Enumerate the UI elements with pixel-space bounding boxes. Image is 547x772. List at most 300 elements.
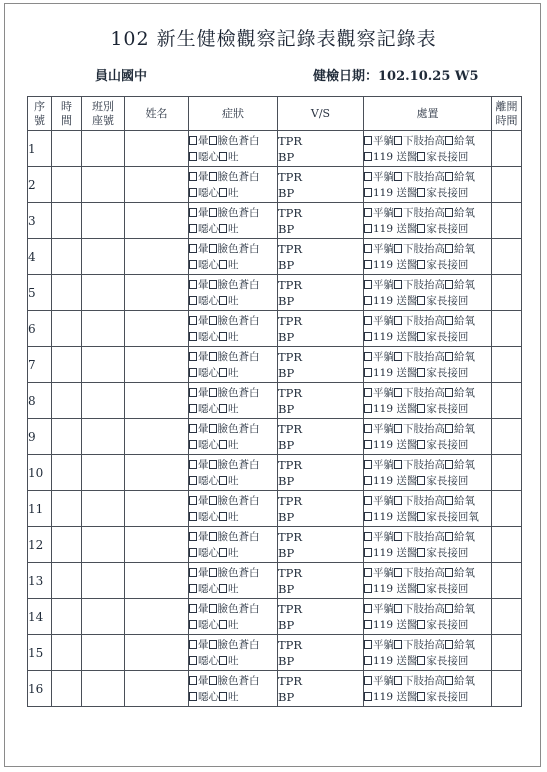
checkbox-label: 臉色蒼白 [217, 278, 260, 291]
checkbox[interactable] [219, 548, 227, 557]
checkbox[interactable] [364, 640, 372, 649]
action-line [364, 689, 491, 705]
checkbox-label: 吐 [228, 654, 239, 667]
checkbox-label: 暈 [198, 530, 209, 543]
checkbox[interactable] [189, 388, 197, 397]
checkbox[interactable] [189, 692, 197, 701]
time-cell[interactable] [52, 563, 82, 599]
class-seat-cell[interactable] [82, 383, 125, 419]
time-cell[interactable] [52, 275, 82, 311]
checkbox[interactable] [209, 460, 217, 469]
time-cell[interactable] [52, 167, 82, 203]
checkbox[interactable] [364, 208, 372, 217]
name-cell[interactable] [125, 491, 189, 527]
name-cell[interactable] [125, 239, 189, 275]
symptoms-line [189, 293, 277, 309]
checkbox[interactable] [189, 568, 197, 577]
checkbox[interactable] [394, 172, 402, 181]
class-seat-cell[interactable] [82, 563, 125, 599]
name-cell[interactable] [125, 635, 189, 671]
checkbox[interactable] [445, 676, 453, 685]
checkbox[interactable] [364, 332, 372, 341]
checkbox-label: 下肢抬高 [403, 566, 445, 579]
vital-signs-cell[interactable] [278, 671, 364, 707]
name-cell[interactable] [125, 563, 189, 599]
table-row [28, 455, 522, 491]
name-cell[interactable] [125, 671, 189, 707]
checkbox[interactable] [189, 172, 197, 181]
vital-signs-cell[interactable] [278, 131, 364, 167]
checkbox[interactable] [209, 172, 217, 181]
checkbox[interactable] [219, 692, 227, 701]
checkbox[interactable] [364, 368, 372, 377]
leave-time-cell[interactable] [492, 383, 522, 419]
checkbox-label: 暈 [198, 602, 209, 615]
checkbox[interactable] [189, 640, 197, 649]
checkbox[interactable] [219, 620, 227, 629]
action-cell [364, 563, 492, 599]
vital-signs-cell[interactable] [278, 347, 364, 383]
checkbox[interactable] [189, 548, 197, 557]
checkbox[interactable] [394, 208, 402, 217]
vital-signs-cell[interactable] [278, 275, 364, 311]
checkbox[interactable] [417, 512, 425, 521]
time-cell[interactable] [52, 635, 82, 671]
checkbox[interactable] [209, 352, 217, 361]
action-line [364, 365, 491, 381]
time-cell[interactable] [52, 347, 82, 383]
leave-time-cell[interactable] [492, 419, 522, 455]
checkbox[interactable] [394, 280, 402, 289]
time-cell[interactable] [52, 239, 82, 275]
name-cell[interactable] [125, 527, 189, 563]
checkbox[interactable] [417, 224, 425, 233]
checkbox[interactable] [189, 404, 197, 413]
table-header-row [28, 97, 522, 131]
checkbox[interactable] [364, 692, 372, 701]
checkbox[interactable] [364, 620, 372, 629]
checkbox[interactable] [417, 332, 425, 341]
name-cell[interactable] [125, 131, 189, 167]
class-seat-cell[interactable] [82, 491, 125, 527]
class-seat-cell[interactable] [82, 527, 125, 563]
row-number: 13 [28, 563, 52, 599]
checkbox[interactable] [364, 224, 372, 233]
name-cell[interactable] [125, 455, 189, 491]
checkbox[interactable] [417, 296, 425, 305]
vital-signs-cell[interactable] [278, 455, 364, 491]
checkbox-label: 下肢抬高 [403, 638, 445, 651]
checkbox-label: 給氧 [454, 314, 475, 327]
checkbox-label: 119 送醫 [373, 186, 418, 199]
checkbox[interactable] [364, 584, 372, 593]
checkbox-label: 暈 [198, 206, 209, 219]
checkbox-label: 暈 [198, 674, 209, 687]
time-cell[interactable] [52, 671, 82, 707]
checkbox-label: 給氧 [454, 674, 475, 687]
checkbox[interactable] [189, 188, 197, 197]
checkbox[interactable] [209, 496, 217, 505]
checkbox[interactable] [394, 424, 402, 433]
checkbox[interactable] [394, 244, 402, 253]
action-cell [364, 203, 492, 239]
row-number: 9 [28, 419, 52, 455]
leave-time-cell[interactable] [492, 167, 522, 203]
checkbox[interactable] [189, 260, 197, 269]
table-row [28, 599, 522, 635]
checkbox[interactable] [189, 332, 197, 341]
vital-signs-cell[interactable] [278, 527, 364, 563]
checkbox[interactable] [445, 280, 453, 289]
checkbox[interactable] [417, 368, 425, 377]
symptoms-cell [189, 203, 278, 239]
checkbox[interactable] [445, 568, 453, 577]
checkbox[interactable] [209, 676, 217, 685]
checkbox[interactable] [394, 460, 402, 469]
checkbox-label: 噁心 [198, 258, 219, 271]
checkbox[interactable] [417, 404, 425, 413]
leave-time-cell[interactable] [492, 635, 522, 671]
checkbox[interactable] [364, 296, 372, 305]
vs-label: BP [278, 257, 295, 272]
vs-label: TPR [278, 241, 303, 256]
checkbox[interactable] [219, 512, 227, 521]
checkbox[interactable] [189, 136, 197, 145]
checkbox[interactable] [189, 656, 197, 665]
row-number: 15 [28, 635, 52, 671]
checkbox-label: 家長接回 [426, 222, 469, 235]
exam-date: 健檢日期：102.10.25 W5 [313, 69, 479, 84]
checkbox-label: 臉色蒼白 [217, 638, 260, 651]
symptoms-cell [189, 635, 278, 671]
action-line [364, 241, 491, 257]
leave-time-cell[interactable] [492, 311, 522, 347]
vital-signs-cell[interactable] [278, 635, 364, 671]
checkbox-label: 臉色蒼白 [217, 458, 260, 471]
checkbox[interactable] [417, 692, 425, 701]
checkbox[interactable] [417, 440, 425, 449]
checkbox[interactable] [364, 136, 372, 145]
leave-time-cell[interactable] [492, 131, 522, 167]
symptoms-line [189, 169, 277, 185]
symptoms-cell [189, 383, 278, 419]
class-seat-cell[interactable] [82, 419, 125, 455]
checkbox[interactable] [189, 460, 197, 469]
checkbox[interactable] [445, 316, 453, 325]
vital-signs-cell[interactable] [278, 203, 364, 239]
checkbox[interactable] [219, 260, 227, 269]
checkbox[interactable] [417, 260, 425, 269]
leave-time-cell[interactable] [492, 203, 522, 239]
name-cell[interactable] [125, 311, 189, 347]
leave-time-cell[interactable] [492, 671, 522, 707]
checkbox[interactable] [417, 188, 425, 197]
checkbox[interactable] [445, 388, 453, 397]
checkbox[interactable] [189, 296, 197, 305]
name-cell[interactable] [125, 599, 189, 635]
class-seat-cell[interactable] [82, 131, 125, 167]
checkbox[interactable] [364, 656, 372, 665]
time-cell[interactable] [52, 527, 82, 563]
action-line [364, 437, 491, 453]
checkbox[interactable] [364, 568, 372, 577]
checkbox[interactable] [364, 260, 372, 269]
vital-signs-cell[interactable] [278, 563, 364, 599]
checkbox[interactable] [417, 620, 425, 629]
checkbox[interactable] [219, 584, 227, 593]
checkbox[interactable] [219, 152, 227, 161]
checkbox[interactable] [394, 388, 402, 397]
vital-signs-cell[interactable] [278, 383, 364, 419]
checkbox[interactable] [445, 136, 453, 145]
checkbox[interactable] [445, 460, 453, 469]
checkbox[interactable] [417, 584, 425, 593]
class-seat-cell[interactable] [82, 239, 125, 275]
vital-signs-cell[interactable] [278, 419, 364, 455]
checkbox[interactable] [364, 188, 372, 197]
checkbox[interactable] [364, 604, 372, 613]
class-seat-cell[interactable] [82, 599, 125, 635]
leave-time-cell[interactable] [492, 455, 522, 491]
vital-signs-cell[interactable] [278, 239, 364, 275]
checkbox[interactable] [189, 512, 197, 521]
checkbox[interactable] [394, 676, 402, 685]
name-cell[interactable] [125, 167, 189, 203]
table-row [28, 635, 522, 671]
symptoms-line [189, 653, 277, 669]
checkbox[interactable] [209, 604, 217, 613]
checkbox[interactable] [189, 424, 197, 433]
table-row [28, 167, 522, 203]
checkbox[interactable] [445, 604, 453, 613]
leave-time-cell[interactable] [492, 275, 522, 311]
header-symptoms: 症狀 [189, 97, 278, 131]
action-line [364, 473, 491, 489]
checkbox[interactable] [445, 496, 453, 505]
vs-label: TPR [278, 601, 303, 616]
checkbox[interactable] [394, 136, 402, 145]
checkbox-label: 噁心 [198, 546, 219, 559]
checkbox[interactable] [364, 440, 372, 449]
checkbox[interactable] [189, 584, 197, 593]
checkbox[interactable] [219, 368, 227, 377]
checkbox-label: 119 送醫 [373, 654, 418, 667]
checkbox[interactable] [445, 208, 453, 217]
checkbox-label: 噁心 [198, 510, 219, 523]
checkbox[interactable] [189, 532, 197, 541]
checkbox[interactable] [445, 352, 453, 361]
checkbox[interactable] [219, 188, 227, 197]
checkbox[interactable] [364, 316, 372, 325]
checkbox[interactable] [445, 424, 453, 433]
checkbox[interactable] [219, 476, 227, 485]
checkbox[interactable] [417, 656, 425, 665]
checkbox[interactable] [189, 620, 197, 629]
time-cell[interactable] [52, 311, 82, 347]
vs-label: BP [278, 401, 295, 416]
checkbox-label: 臉色蒼白 [217, 422, 260, 435]
checkbox[interactable] [394, 352, 402, 361]
checkbox[interactable] [364, 404, 372, 413]
checkbox[interactable] [394, 532, 402, 541]
checkbox[interactable] [364, 476, 372, 485]
checkbox[interactable] [189, 152, 197, 161]
header-name: 姓名 [125, 97, 189, 131]
name-cell[interactable] [125, 419, 189, 455]
checkbox[interactable] [394, 640, 402, 649]
action-line [364, 385, 491, 401]
class-seat-cell[interactable] [82, 275, 125, 311]
symptoms-line [189, 313, 277, 329]
action-line [364, 257, 491, 273]
checkbox-label: 吐 [228, 402, 239, 415]
leave-time-cell[interactable] [492, 239, 522, 275]
class-seat-cell[interactable] [82, 671, 125, 707]
time-cell[interactable] [52, 491, 82, 527]
checkbox[interactable] [219, 332, 227, 341]
checkbox[interactable] [417, 152, 425, 161]
checkbox[interactable] [364, 172, 372, 181]
checkbox[interactable] [364, 152, 372, 161]
class-seat-cell[interactable] [82, 167, 125, 203]
checkbox-label: 噁心 [198, 582, 219, 595]
leave-time-cell[interactable] [492, 347, 522, 383]
leave-time-cell[interactable] [492, 599, 522, 635]
checkbox[interactable] [189, 352, 197, 361]
vital-signs-cell[interactable] [278, 599, 364, 635]
checkbox[interactable] [209, 388, 217, 397]
school-name: 員山國中 [95, 69, 148, 84]
checkbox[interactable] [189, 224, 197, 233]
checkbox-label: 吐 [228, 582, 239, 595]
checkbox[interactable] [189, 368, 197, 377]
checkbox[interactable] [417, 476, 425, 485]
action-line [364, 493, 491, 509]
checkbox[interactable] [219, 296, 227, 305]
action-line [364, 277, 491, 293]
checkbox[interactable] [445, 244, 453, 253]
checkbox-label: 噁心 [198, 402, 219, 415]
checkbox-label: 吐 [228, 546, 239, 559]
checkbox[interactable] [364, 512, 372, 521]
checkbox[interactable] [209, 316, 217, 325]
checkbox[interactable] [209, 280, 217, 289]
name-cell[interactable] [125, 347, 189, 383]
leave-time-cell[interactable] [492, 491, 522, 527]
checkbox[interactable] [394, 496, 402, 505]
checkbox[interactable] [445, 640, 453, 649]
checkbox-label: 噁心 [198, 366, 219, 379]
checkbox[interactable] [364, 280, 372, 289]
checkbox[interactable] [209, 208, 217, 217]
checkbox-label: 家長接回 [426, 582, 469, 595]
checkbox[interactable] [364, 244, 372, 253]
checkbox[interactable] [364, 548, 372, 557]
checkbox[interactable] [189, 208, 197, 217]
checkbox[interactable] [219, 224, 227, 233]
checkbox-label: 下肢抬高 [403, 458, 445, 471]
table-row [28, 131, 522, 167]
name-cell[interactable] [125, 383, 189, 419]
checkbox[interactable] [189, 316, 197, 325]
checkbox[interactable] [189, 604, 197, 613]
checkbox[interactable] [417, 548, 425, 557]
leave-time-cell[interactable] [492, 527, 522, 563]
checkbox-label: 噁心 [198, 618, 219, 631]
checkbox[interactable] [364, 460, 372, 469]
checkbox[interactable] [209, 136, 217, 145]
checkbox-label: 119 送醫 [373, 474, 418, 487]
checkbox[interactable] [189, 440, 197, 449]
action-cell [364, 455, 492, 491]
action-cell [364, 311, 492, 347]
checkbox[interactable] [209, 532, 217, 541]
checkbox[interactable] [394, 568, 402, 577]
checkbox-label: 平躺 [373, 386, 394, 399]
vital-signs-cell[interactable] [278, 167, 364, 203]
checkbox-label: 下肢抬高 [403, 422, 445, 435]
checkbox[interactable] [394, 316, 402, 325]
checkbox[interactable] [209, 244, 217, 253]
leave-time-cell[interactable] [492, 563, 522, 599]
checkbox[interactable] [445, 172, 453, 181]
checkbox[interactable] [209, 568, 217, 577]
checkbox[interactable] [364, 676, 372, 685]
time-cell[interactable] [52, 131, 82, 167]
checkbox-label: 下肢抬高 [403, 134, 445, 147]
action-line [364, 457, 491, 473]
vital-signs-cell[interactable] [278, 311, 364, 347]
checkbox[interactable] [394, 604, 402, 613]
class-seat-cell[interactable] [82, 635, 125, 671]
time-cell[interactable] [52, 419, 82, 455]
checkbox[interactable] [209, 424, 217, 433]
checkbox[interactable] [364, 424, 372, 433]
vital-signs-cell[interactable] [278, 491, 364, 527]
checkbox-label: 暈 [198, 350, 209, 363]
class-seat-cell[interactable] [82, 203, 125, 239]
checkbox[interactable] [364, 352, 372, 361]
class-seat-cell[interactable] [82, 347, 125, 383]
name-cell[interactable] [125, 203, 189, 239]
checkbox[interactable] [364, 388, 372, 397]
time-cell[interactable] [52, 599, 82, 635]
class-seat-cell[interactable] [82, 455, 125, 491]
checkbox[interactable] [209, 640, 217, 649]
checkbox[interactable] [364, 496, 372, 505]
time-cell[interactable] [52, 455, 82, 491]
checkbox[interactable] [219, 404, 227, 413]
action-line [364, 329, 491, 345]
checkbox[interactable] [219, 656, 227, 665]
checkbox-label: 吐 [228, 294, 239, 307]
checkbox[interactable] [189, 676, 197, 685]
checkbox[interactable] [219, 440, 227, 449]
checkbox[interactable] [445, 532, 453, 541]
checkbox[interactable] [364, 532, 372, 541]
checkbox-label: 暈 [198, 566, 209, 579]
name-cell[interactable] [125, 275, 189, 311]
checkbox[interactable] [189, 244, 197, 253]
action-extra-text: 氧 [468, 510, 479, 523]
checkbox[interactable] [189, 476, 197, 485]
time-cell[interactable] [52, 203, 82, 239]
checkbox[interactable] [189, 280, 197, 289]
class-seat-cell[interactable] [82, 311, 125, 347]
time-cell[interactable] [52, 383, 82, 419]
checkbox[interactable] [189, 496, 197, 505]
action-line [364, 421, 491, 437]
